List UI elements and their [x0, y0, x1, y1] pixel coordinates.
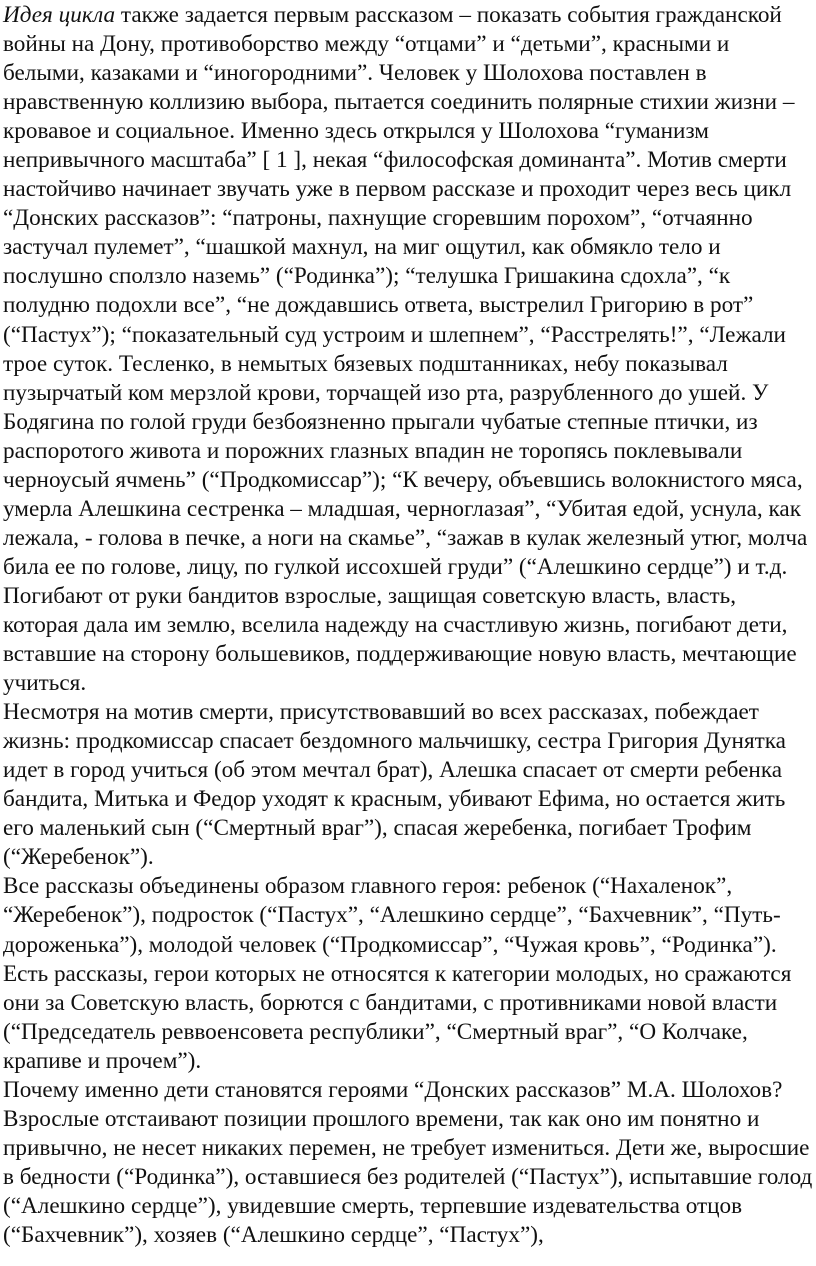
paragraph-1	[3, 1, 813, 698]
question-paragraph: Почему именно дети становятся героями “Донских рассказов” М.А. Шолохов?	[3, 1076, 783, 1103]
paragraph-2: Несмотря на мотив смерти, присутствовавший во всех рассказах, побеждает жизнь: продкомиссар спасает бездомного мальчишку, сестра Григория Дунятка идет в город учиться (об этом мечтал брат), Алешка спасает от смерти ребенка бандита, Митька и Федор уходят к красным, убивают Ефима, но остается жить его маленький сын (“Смертный враг”), спасая жеребенка, погибает Трофим (“Жеребенок”).	[3, 699, 786, 871]
paragraph-3: Все рассказы объединены образом главного героя: ребенок (“Нахаленок”, “Жеребенок”), подросток (“Пастух”, “Алешкино сердце”, “Бахчевник”, “Путь-дороженька”), молодой человек (“Продкомиссар”, “Чужая кровь”, “Родинка”). Есть рассказы, герои которых не относятся к категории молодых, но сражаются они за Советскую власть, борются с бандитами, с противниками новой власти (“Председатель реввоенсовета республики”, “Смертный враг”, “О Колчаке, крапиве и прочем”).	[3, 873, 792, 1074]
cycle-idea-lead: Идея цикла	[3, 2, 116, 28]
paragraph-1-text: также задается первым рассказом – показать события гражданской войны на Дону, противоборство между “отцами” и “детьми”, красными и белыми, казаками и “иногородними”. Человек у Шолохова поставлен в нравственную коллизию выбора, пытается соединить полярные стихии жизни – кровавое и социальное. Именно здесь открылся у Шолохова “гуманизм непривычного масштаба” [ 1 ], некая “философская доминанта”. Мотив смерти настойчиво начинает звучать уже в первом рассказе и проходит через весь цикл “Донских рассказов”: “патроны, пахнущие сгоревшим порохом”, “отчаянно застучал пулемет”, “шашкой махнул, на миг ощутил, как обмякло тело и послушно сползло наземь” (“Родинка”); “телушка Гришакина сдохла”, “к полудню подохли все”, “не дождавшись ответа, выстрелил Григорию в рот” (“Пастух”); “показательный суд устроим и шлепнем”, “Расстрелять!”, “Лежали трое суток. Тесленко, в немытых бязевых подштанниках, небу показывал пузырчатый ком мерзлой крови, торчащей изо рта, разрубленного до ушей. У Бодягина по голой груди безбоязненно прыгали чубатые степные птички, из распоротого живота и порожних глазных впадин не торопясь поклевывали черноусый ячмень” (“Продкомиссар”); “К вечеру, объевшись волокнистого мяса, умерла Алешкина сестренка – младшая, черноглазая”, “Убитая едой, уснула, как лежала, - голова в печке, а ноги на скамье”, “зажав в кулак железный утюг, молча била ее по голове, лицу, по гулкой иссохшей груди” (“Алешкино сердце”) и т.д. Погибают от руки бандитов взрослые, защищая советскую власть, власть, которая дала им землю, вселила надежду на счастливую жизнь, погибают дети, вставшие на сторону большевиков, поддерживающие новую власть, мечтающие учиться.	[3, 2, 808, 697]
paragraph-5: Взрослые отстаивают позиции прошлого времени, так как оно им понятно и привычно, не несет никаких перемен, не требует измениться. Дети же, выросшие в бедности (“Родинка”), оставшиеся без родителей (“Пастух”), испытавшие голод (“Алешкино сердце”), увидевшие смерть, терпевшие издевательства отцов (“Бахчевник”), хозяев (“Алешкино сердце”, “Пастух”),	[3, 1105, 813, 1248]
